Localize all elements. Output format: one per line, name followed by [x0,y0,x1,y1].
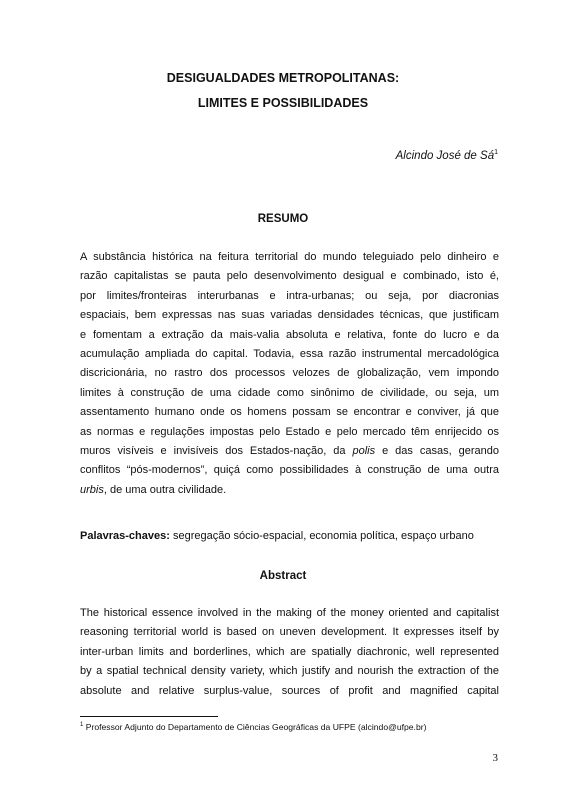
abstract-line: The historical essence involved in the making of the money oriented and capitalist [80,607,499,619]
resumo-line: assentamento humano onde os homens possam se encontrar e conviver, já que [80,406,499,419]
resumo-line [80,481,499,500]
resumo-line: limites à construção de uma cidade como sinônimo de civilidade, ou seja, um [80,386,499,399]
resumo-italic-urbis: urbis [80,483,104,496]
resumo-line: razão capitalistas se pauta pelo desenvolvimento desigual e combinado, isto é, [80,270,499,283]
abstract-line: inter-urban limits and borderlines, which are spatially diachronic, well represented [80,645,499,658]
resumo-line-11-start: muros visíveis e invisíveis dos Estados-nação, da [80,444,353,457]
abstract-line: absolute and relative surplus-value, sources of profit and magnified capital [80,684,499,697]
author-footnote-marker: 1 [494,149,498,156]
keywords [80,530,474,542]
resumo-paragraph [80,248,499,500]
resumo-line: discricionária, no rastro dos processos velozes de globalização, vem impondo [80,367,499,380]
author-name [396,149,498,162]
resumo-italic-polis: polis [352,444,376,457]
footnote-marker: 1 [80,722,84,729]
keywords-label: Palavras-chaves: [80,530,170,542]
abstract-paragraph [80,604,499,701]
resumo-line-13-end: , de uma outra civilidade. [103,483,227,496]
resumo-line: A substância histórica na feitura territorial do mundo teleguiado pelo dinheiro e [80,251,499,263]
paper-title-line-1: DESIGUALDADES METROPOLITANAS: [166,71,400,85]
resumo-line: acumulação ampliada do capital. Todavia, essa razão instrumental mercadológica [80,347,499,360]
paper-title-line-2: LIMITES E POSSIBILIDADES [197,96,369,110]
author-name-text: Alcindo José de Sá [395,149,495,162]
resumo-line: espaciais, bem expressas nas suas variadas densidades técnicas, que justificam [80,309,499,322]
resumo-line: e fomentam a extração da mais-valia absoluta e relativa, fonte do lucro e da [80,328,499,341]
resumo-line: conflitos “pós-modernos”, quiçá como possibilidades à construção de uma outra [80,464,499,477]
abstract-heading: Abstract [259,570,307,582]
keywords-text: segregação sócio-espacial, economia política, espaço urbano [169,530,474,542]
footnote-separator [80,716,218,717]
resumo-line: por limites/fronteiras interurbanas e intra-urbanas; ou seja, por diacronias [80,289,499,302]
page-number: 3 [492,752,498,764]
abstract-line: reasoning territorial world is based on uneven development. It expresses itself by [80,626,499,639]
footnote-text: Professor Adjunto do Departamento de Ciências Geográficas da UFPE (alcindo@ufpe.br) [83,722,427,732]
footnote [80,722,426,732]
resumo-line: as normas e regulações impostas pelo Estado e pelo mercado têm enrijecido os [80,425,499,438]
resumo-line [80,442,499,461]
resumo-line-11-end: e das casas, gerando [375,444,499,457]
resumo-heading: RESUMO [257,213,309,225]
abstract-line: by a spatial technical density variety, which justify and nourish the extraction of the [80,665,499,678]
